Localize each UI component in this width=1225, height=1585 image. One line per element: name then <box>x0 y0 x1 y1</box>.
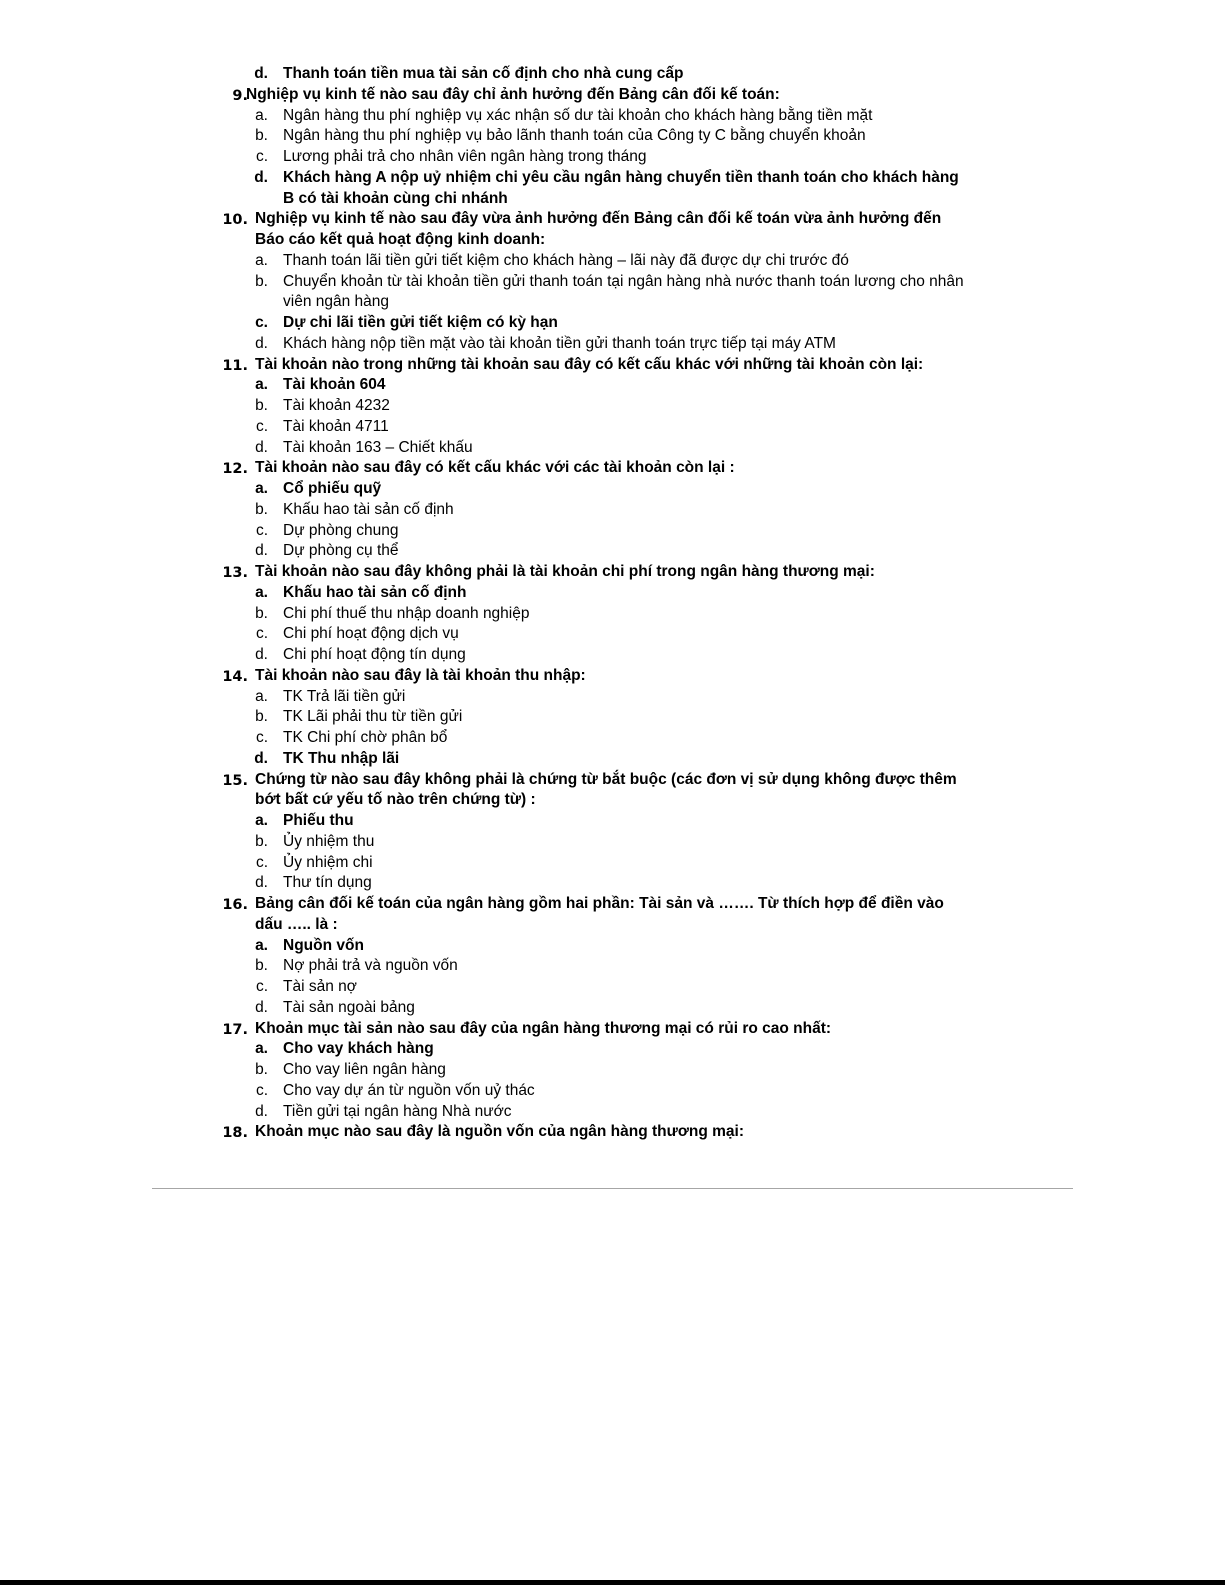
option-text: Nợ phải trả và nguồn vốn <box>283 957 458 975</box>
option-text: Khách hàng A nộp uỷ nhiệm chi yêu cầu ngân hàng chuyển tiền thanh toán cho khách hàng <box>283 168 959 186</box>
question-text: Bảng cân đối kế toán của ngân hàng gồm hai phần: Tài sản và ……. Từ thích hợp để điền vào <box>255 895 944 912</box>
question-number: 9. <box>232 87 248 104</box>
option-label: d. <box>254 749 268 767</box>
option-label: b. <box>255 604 268 622</box>
option-text: bớt bất cứ yếu tố nào trên chứng từ) : <box>255 791 536 809</box>
option-text: TK Thu nhập lãi <box>283 749 400 767</box>
option-label: c. <box>255 853 268 871</box>
option-label: b. <box>255 397 268 414</box>
option-text: Cho vay dự án từ nguồn vốn uỷ thác <box>283 1081 535 1099</box>
option-label: b. <box>255 832 268 850</box>
question-number: 17. <box>222 1021 248 1038</box>
question-text: Nghiệp vụ kinh tế nào sau đây vừa ảnh hưởng đến Bảng cân đối kế toán vừa ảnh hưởng đến <box>255 210 942 228</box>
option-text: Cho vay liên ngân hàng <box>283 1061 446 1078</box>
question-text: Tài khoản nào sau đây có kết cấu khác với các tài khoản còn lại : <box>255 459 735 477</box>
option-text: Dự chi lãi tiền gửi tiết kiệm có kỳ hạn <box>283 314 558 331</box>
question-text: Chứng từ nào sau đây không phải là chứng từ bắt buộc (các đơn vị sử dụng không được thêm <box>255 770 957 788</box>
option-text: Ngân hàng thu phí nghiệp vụ xác nhận số dư tài khoản cho khách hàng bằng tiền mặt <box>283 106 873 124</box>
option-label: d. <box>255 542 268 560</box>
option-text: Tài sản nợ <box>283 978 357 995</box>
question-number: 16. <box>222 897 248 913</box>
option-text: dấu ….. là : <box>255 915 338 933</box>
page-separator <box>152 1188 1073 1189</box>
option-text: Báo cáo kết quả hoạt động kinh doanh: <box>255 231 546 248</box>
option-label: c. <box>255 978 268 995</box>
option-label: c. <box>255 625 268 643</box>
option-text: Thanh toán tiền mua tài sản cố định cho nhà cung cấp <box>283 65 684 82</box>
option-text: Tài sản ngoài bảng <box>283 998 415 1016</box>
option-text: TK Chi phí chờ phân bổ <box>283 729 448 746</box>
option-label: d. <box>255 438 268 456</box>
option-label: a. <box>255 687 268 705</box>
option-text: viên ngân hàng <box>283 293 390 311</box>
option-label: d. <box>255 874 268 892</box>
question-text: Tài khoản nào sau đây là tài khoản thu nhập: <box>255 666 586 684</box>
option-text: Tài khoản 4232 <box>283 397 390 414</box>
option-label: c. <box>255 148 268 165</box>
option-label: b. <box>255 957 268 975</box>
option-text: Ngân hàng thu phí nghiệp vụ bảo lãnh thanh toán của Công ty C bằng chuyển khoản <box>283 127 866 145</box>
option-label: a. <box>255 812 268 829</box>
option-label: d. <box>254 65 268 82</box>
option-label: a. <box>255 936 268 954</box>
option-label: a. <box>255 480 268 497</box>
option-text: Tiền gửi tại ngân hàng Nhà nước <box>283 1102 512 1120</box>
question-number: 14. <box>222 668 248 685</box>
option-label: a. <box>255 1040 268 1058</box>
option-text: Chuyển khoản từ tài khoản tiền gửi thanh toán tại ngân hàng nhà nước thanh toán lương cho nhân <box>283 272 964 290</box>
question-text: Tài khoản nào sau đây không phải là tài khoản chi phí trong ngân hàng thương mại: <box>255 563 875 580</box>
option-label: c. <box>255 729 268 746</box>
option-label: d. <box>255 646 268 663</box>
option-label: a. <box>255 251 268 269</box>
option-text: Chi phí hoạt động tín dụng <box>283 646 466 663</box>
option-label: b. <box>255 127 268 145</box>
question-number: 10. <box>222 212 248 229</box>
question-text: Nghiệp vụ kinh tế nào sau đây chỉ ảnh hưởng đến Bảng cân đối kế toán: <box>246 85 780 103</box>
option-text: Dự phòng chung <box>283 521 399 539</box>
option-label: c. <box>255 521 268 539</box>
option-label: c. <box>255 417 268 435</box>
option-text: Dự phòng cụ thể <box>283 542 399 560</box>
question-text: Khoản mục tài sản nào sau đây của ngân hàng thương mại có rủi ro cao nhất: <box>255 1019 832 1037</box>
option-text: Ủy nhiệm chi <box>283 853 373 871</box>
option-label: b. <box>255 708 268 726</box>
option-label: c. <box>255 1081 268 1099</box>
option-label: d. <box>255 334 268 352</box>
option-text: Khấu hao tài sản cố định <box>283 583 467 601</box>
option-label: d. <box>255 1102 268 1120</box>
option-text: Tài khoản 4711 <box>283 417 389 435</box>
option-text: Thanh toán lãi tiền gửi tiết kiệm cho khách hàng – lãi này đã được dự chi trước đó <box>283 251 849 269</box>
option-text: Nguồn vốn <box>283 936 364 954</box>
option-text: TK Trả lãi tiền gửi <box>283 687 406 705</box>
option-label: b. <box>255 272 268 290</box>
option-text: B có tài khoản cùng chi nhánh <box>283 189 508 207</box>
bottom-edge <box>0 1580 1225 1585</box>
option-text: Lương phải trả cho nhân viên ngân hàng trong tháng <box>283 148 647 165</box>
question-number: 18. <box>222 1125 248 1142</box>
option-text: Thư tín dụng <box>283 874 372 892</box>
option-text: TK Lãi phải thu từ tiền gửi <box>283 708 463 726</box>
option-label: d. <box>255 998 268 1016</box>
option-text: Chi phí hoạt động dịch vụ <box>283 625 459 643</box>
question-number: 12. <box>222 461 248 478</box>
option-text: Chi phí thuế thu nhập doanh nghiệp <box>283 604 530 622</box>
option-text: Cổ phiếu quỹ <box>283 480 382 497</box>
question-number: 13. <box>222 565 248 581</box>
option-label: d. <box>254 168 268 186</box>
question-text: Tài khoản nào trong những tài khoản sau đây có kết cấu khác với những tài khoản còn lại: <box>255 355 924 373</box>
option-label: c. <box>255 314 268 331</box>
option-text: Cho vay khách hàng <box>283 1040 434 1058</box>
option-text: Khấu hao tài sản cố định <box>283 500 454 518</box>
option-label: b. <box>255 500 268 518</box>
option-text: Ủy nhiệm thu <box>283 832 375 850</box>
option-label: a. <box>255 106 268 124</box>
option-text: Tài khoản 604 <box>283 376 386 394</box>
option-label: b. <box>255 1061 268 1078</box>
option-text: Tài khoản 163 – Chiết khấu <box>283 438 473 456</box>
option-label: a. <box>255 583 268 601</box>
question-number: 11. <box>222 357 248 374</box>
option-text: Khách hàng nộp tiền mặt vào tài khoản tiền gửi thanh toán trực tiếp tại máy ATM <box>283 334 836 352</box>
question-text: Khoản mục nào sau đây là nguồn vốn của ngân hàng thương mại: <box>255 1123 744 1141</box>
option-label: a. <box>255 376 268 394</box>
option-text: Phiếu thu <box>283 812 354 829</box>
question-number: 15. <box>222 772 248 789</box>
